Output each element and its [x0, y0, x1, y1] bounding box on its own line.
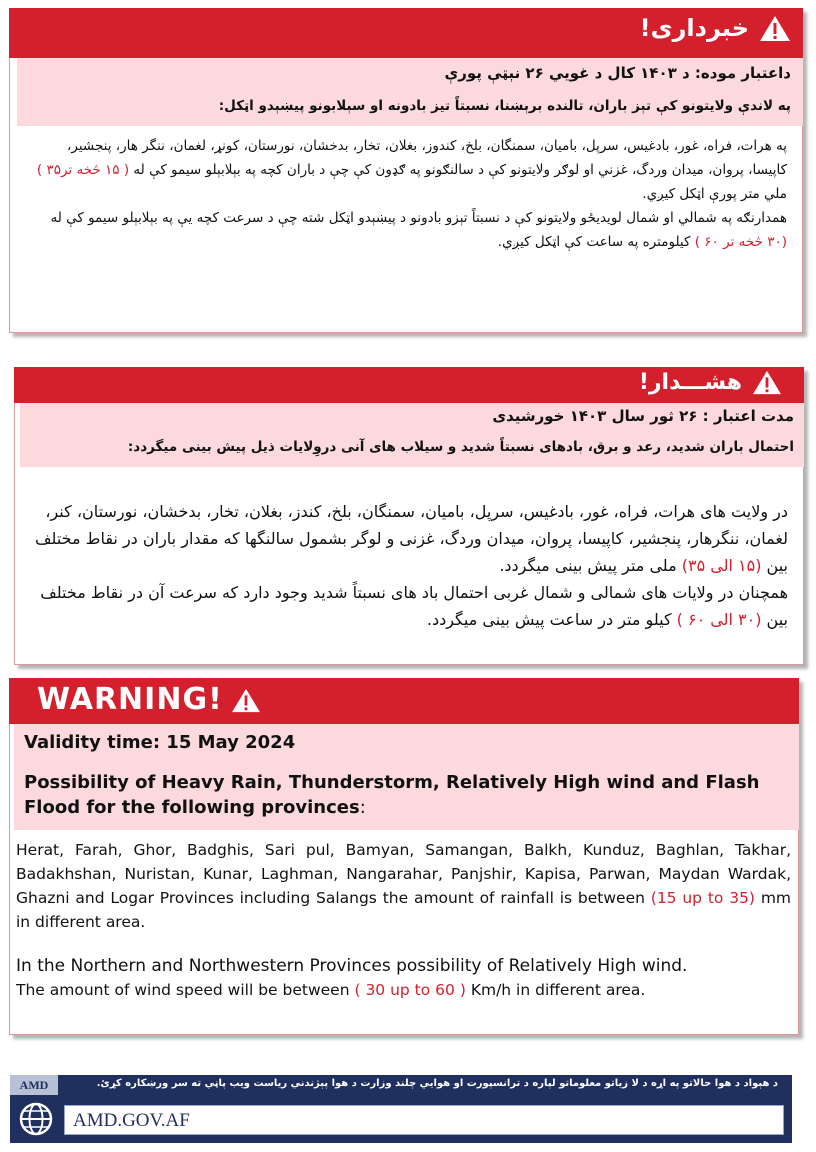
pashto-title: خبرداری!: [639, 14, 749, 42]
english-rain-end: mm in different area.: [16, 889, 792, 931]
dari-wind-text: همچنان در ولايات های شمالی و شمال غربی احتمال باد های نسبتاً شديد وجود دارد که سرعت آن در نقاط مختلف بين: [40, 583, 788, 629]
dari-headline: احتمال باران شديد، رعد و برق، بادهای نسبتاً شديد و سيلاب های آنی دروِلايات ذيل پيش بينی ميگردد:: [127, 439, 794, 455]
english-paragraph-wind: [16, 978, 791, 1002]
footer-url[interactable]: AMD.GOV.AF: [73, 1110, 190, 1131]
english-wind-range: ( 30 up to 60 ): [354, 981, 466, 999]
dari-wind-end: کيلو متر در ساعت پيش بينی ميگردد.: [426, 610, 672, 629]
english-paragraph-rain: [16, 838, 791, 934]
dari-validity: مدت اعتبار : ۲۶ ثور سال ۱۴۰۳ خورشيدی: [492, 407, 794, 425]
english-rain-text: Herat, Farah, Ghor, Badghis, Sari pul, Bamyan, Samangan, Balkh, Kunduz, Baghlan, Takhar, Badakhshan, Nuristan, Kunar, Laghman, Nangarahar, Panjshir, Kapisa, Parwan, Maydan Wardak, Ghazni and Logar Provinces including Salangs the amount of rainfall is between: [16, 841, 791, 907]
english-wind-head: In the Northern and Northwestern Provinces possibility of Relatively High wind.: [16, 956, 688, 976]
pashto-validity: داعتبار موده: د ۱۴۰۳ کال د غويي ۲۶ نېټې پورې: [444, 64, 791, 82]
dari-paragraph-wind: [32, 579, 788, 633]
dari-title: هشـــدار!: [638, 369, 742, 395]
warning-triangle-icon: [759, 14, 791, 42]
pashto-title-wrap: [640, 14, 791, 42]
english-wind-text: The amount of wind speed will be between: [16, 981, 350, 999]
globe-icon: [18, 1101, 54, 1137]
footer-url-box[interactable]: [64, 1105, 784, 1135]
footer-notice: د هېواد د هوا حالاتو په اړه د لا زياتو معلوماتو لپاره د ترانسپورت او هوايي چلند وزارت د هوا پېژندنې رياست ويب پاڼې ته سر ورښکاره کړئ.: [96, 1078, 778, 1089]
dari-header-band: [20, 403, 804, 467]
footer-badge: AMD: [10, 1075, 58, 1095]
dari-paragraph-rain: [32, 498, 788, 579]
pashto-wind-end: کيلومتره په ساعت کې اټکل کيږي.: [497, 234, 691, 250]
dari-title-wrap: [639, 369, 782, 395]
english-headline-colon: :: [359, 797, 366, 818]
dari-body: [20, 498, 800, 633]
dari-rain-text: در ولايت های هرات، فراه، غور، بادغيس، سرپل، باميان، سمنگان، بلخ، کندز، بغلان، تخار، بدخشان، نورستان، کنر، لغمان، ننگرهار، پنجشير، کاپيسا، پروان، ميدان وردگ، غزنی و لوگر بشمول سالنگها که مقدار باران در نقاط مختلف بين: [34, 502, 788, 575]
pashto-header-band: [17, 58, 803, 126]
pashto-wind-text: همدارنګه په شمالي او شمال لويديځو ولايتونو کې د نسبتاً تېزو بادونو د پيښېدو اټکل شته چې د سرعت کچه يې په بېلابېلو سيمو کې له: [50, 210, 787, 226]
pashto-paragraph-wind: [29, 206, 787, 254]
english-headline-wrap: [24, 770, 764, 820]
pashto-headline: په لاندې ولايتونو کې تېز باران، تالنده برېښنا، نسبتاً تيز بادونه او سېلابونو پيښېدو اټکل:: [218, 98, 791, 114]
dari-title-bar: [14, 367, 804, 403]
pashto-body: [17, 130, 799, 258]
dari-rain-end: ملی متر پيش بينی ميگردد.: [499, 556, 677, 575]
pashto-paragraph-rain: [29, 134, 787, 206]
pashto-rain-text: په هرات، فراه، غور، بادغیس، سرپل، باميان، سمنگان، بلخ، کندوز، بغلان، تخار، بدخشان، نورستان، کونړ، لغمان، ننگر هار، پنجشير، کاپيسا، پروان، ميدان وردگ، غزني او لوګر ولايتونو کې د سالنګونو په ګډون کې چې د باران کچه په بېلابېلو سيمو کې له: [67, 138, 787, 178]
pashto-rain-end: ملي متر پورې اټکل کيږي.: [642, 186, 787, 202]
warning-triangle-icon: [231, 687, 261, 713]
english-body: [14, 838, 795, 1002]
english-title: WARNING!: [37, 682, 223, 717]
footer-bar: [10, 1075, 792, 1143]
pashto-rain-range: ( ۱۵ څخه تر۳۵ ): [36, 162, 130, 178]
english-validity: Validity time: 15 May 2024: [24, 732, 296, 753]
warning-triangle-icon: [752, 369, 782, 395]
english-rain-range: (15 up to 35): [650, 889, 755, 907]
english-wind-end: Km/h in different area.: [470, 981, 646, 999]
english-header-band: [14, 724, 799, 830]
english-title-bar: [9, 678, 799, 724]
pashto-title-bar: [9, 8, 803, 58]
pashto-wind-range: (۳۰ څخه تر ۶۰ ): [694, 234, 787, 250]
english-headline: Possibility of Heavy Rain, Thunderstorm, Relatively High wind and Flash Flood for the following provinces: [24, 772, 760, 818]
english-title-wrap: [37, 682, 261, 717]
dari-rain-range: (۱۵ الی ۳۵): [681, 556, 762, 575]
dari-wind-range: (۳۰ الی ۶۰ ): [676, 610, 762, 629]
